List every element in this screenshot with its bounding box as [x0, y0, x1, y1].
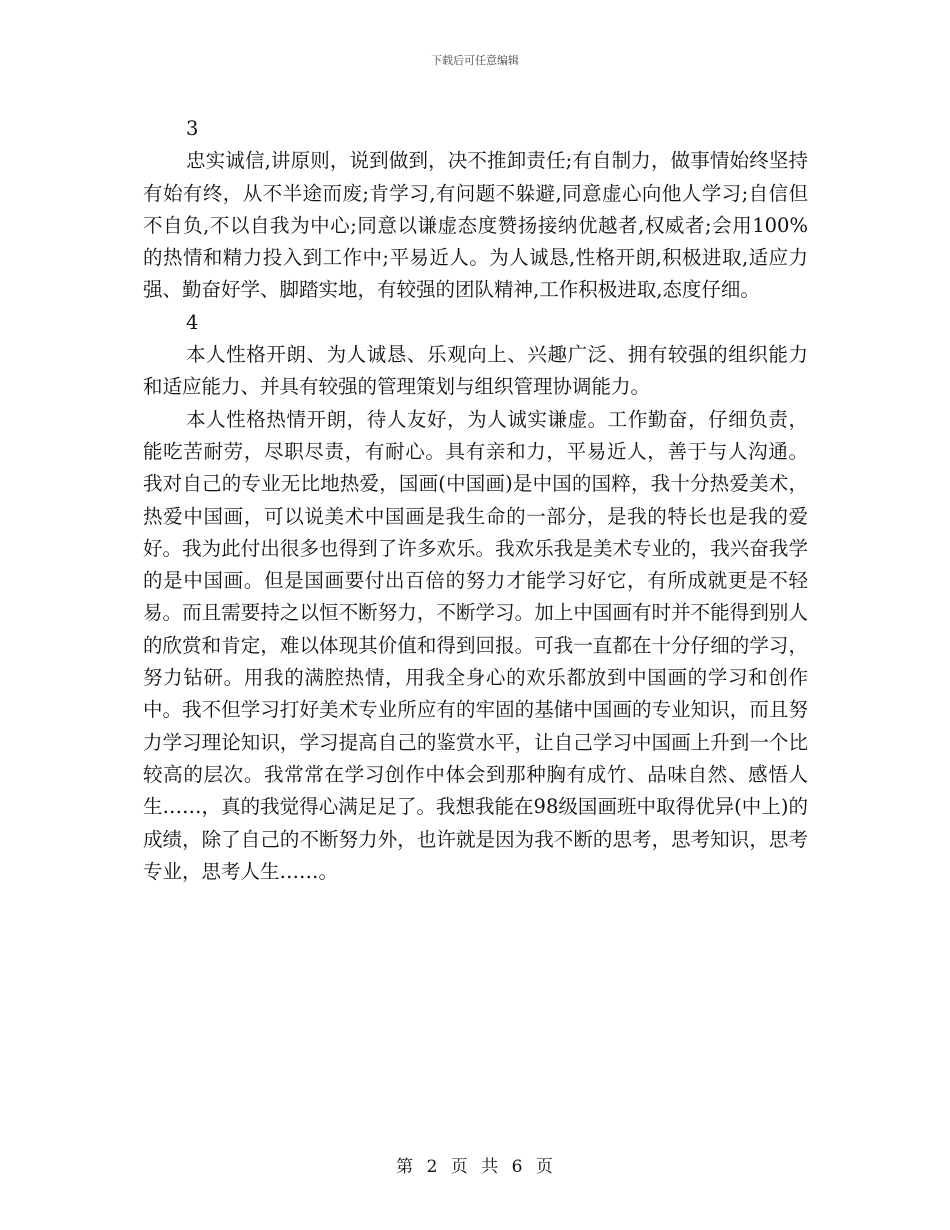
section-4-paragraph-2: 本人性格热情开朗，待人友好，为人诚实谦虚。工作勤奋，仔细负责，能吃苦耐劳，尽职尽责，有耐心。具有亲和力，平易近人，善于与人沟通。 我对自己的专业无比地热爱，国画(中国画)是中国的国粹，我十分热爱美术，热爱中国画，可以说美术中国画是我生命的一部分，是我的特长也是我的爱好。我为此付出很多也得到了许多欢乐。我欢乐我是美术专业的，我兴奋我学的是中国画。但是国画要付出百倍的努力才能学习好它，有所成就更是不轻易。而且需要持之以恒不断努力，不断学习。加上中国画有时并不能得到别人的欣赏和肯定，难以体现其价值和得到回报。可我一直都在十分仔细的学习，努力钻研。用我的满腔热情，用我全身心的欢乐都放到中国画的学习和创作中。我不但学习打好美术专业所应有的牢固的基储中国画的专业知识，而且努力学习理论知识，学习提高自己的鉴赏水平，让自己学习中国画上升到一个比较高的层次。我常常在学习创作中体会到那种胸有成竹、品味自然、感悟人生……，真的我觉得心满足足了。我想我能在98级国画班中取得优异(中上)的成绩，除了自己的不断努力外，也许就是因为我不断的思考，思考知识，思考专业，思考人生……。: [143, 407, 808, 883]
section-4-paragraph-1: 本人性格开朗、为人诚恳、乐观向上、兴趣广泛、拥有较强的组织能力和适应能力、并具有较强的管理策划与组织管理协调能力。: [143, 343, 808, 399]
section-number-4: 4: [186, 310, 199, 334]
section-number-3: 3: [186, 117, 199, 140]
section-3-paragraph: 忠实诚信,讲原则，说到做到，决不推卸责任;有自制力，做事情始终坚持有始有终，从不半途而废;肯学习,有问题不躲避,同意虚心向他人学习;自信但不自负,不以自我为中心;同意以谦虚态度赞扬接纳优越者,权威者;会用100%的热情和精力投入到工作中;平易近人。为人诚恳,性格开朗,积极进取,适应力强、勤奋好学、脚踏实地，有较强的团队精神,工作积极进取,态度仔细。: [143, 149, 808, 302]
page-header-note: 下载后可任意编辑: [431, 54, 519, 67]
document-body: [143, 113, 808, 888]
page-number-footer: 第 2 页 共 6 页: [396, 1157, 554, 1177]
